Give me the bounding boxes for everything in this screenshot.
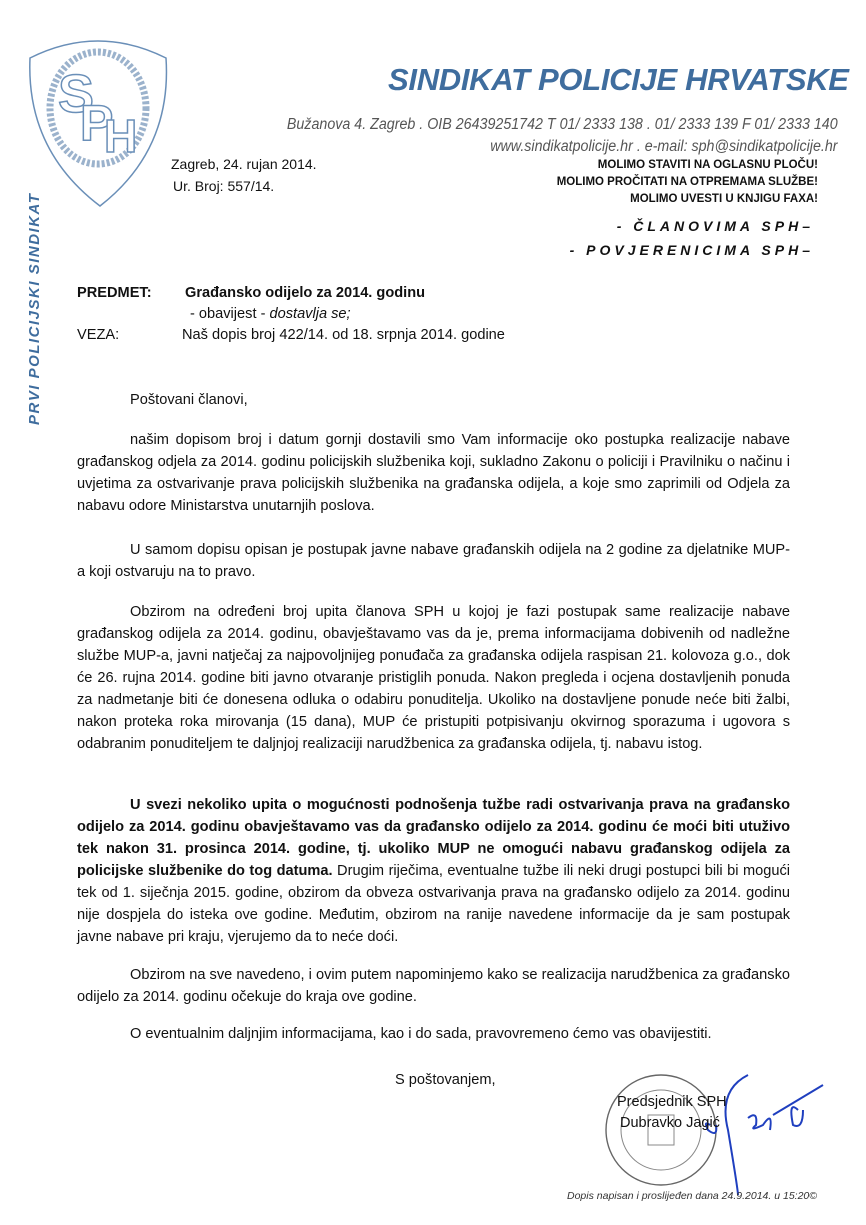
paragraph-4-rest: Drugim riječima, eventualne tužbe ili neki drugi postupci bili bi mogući tek od 1. siječnja 2015. godine, obzirom da obveza ostvarivanja prava na građansko odijelo za 2014. godinu nije dospjela do isteka ove godine. Međutim, obzirom na ranije navedene informacije da je sam postupak javne nabave pri kraju, vjerujemo da to neće doći.: [77, 863, 790, 945]
veza-label: VEZA:: [77, 327, 120, 343]
notice: MOLIMO PROČITATI NA OTPREMAMA SLUŽBE!: [556, 176, 818, 188]
salutation: Poštovani članovi,: [130, 392, 248, 408]
notice: MOLIMO UVESTI U KNJIGU FAXA!: [630, 193, 818, 205]
vertical-slogan: PRVI POLICIJSKI SINDIKAT: [26, 192, 43, 425]
notice-list: [557, 157, 818, 208]
signature-stamp-and-signature: [598, 1070, 828, 1200]
reference-number: Ur. Broj: 557/14.: [173, 178, 275, 194]
address-line: Bužanova 4. Zagreb . OIB 26439251742 T 01/ 2333 138 . 01/ 2333 139 F 01/ 2333 140: [287, 116, 838, 133]
predmet-text: Građansko odijelo za 2014. godinu: [185, 285, 426, 301]
predmet-sub-plain: - obavijest -: [190, 306, 270, 322]
veza-text: Naš dopis broj 422/14. od 18. srpnja 2014. godine: [182, 327, 505, 343]
paragraph-2: U samom dopisu opisan je postupak javne nabave građanskih odijela na 2 godine za djelatnike MUP-a koji ostvaruju na to pravo.: [77, 542, 790, 580]
svg-text:H: H: [104, 110, 138, 162]
paragraph-5: Obzirom na sve navedeno, i ovim putem napominjemo kako se realizacija narudžbenica za građansko odijelo za 2014. godinu očekuje do kraja ove godine.: [77, 967, 790, 1005]
paragraph-3: Obzirom na određeni broj upita članova SPH u kojoj je fazi postupak same realizacije nabave građanskog odijela za 2014. godinu, obavještavamo vas da je, prema informacijama dobivenih od nadležne službe MUP-a, javni natječaj za najpovoljnijeg ponuđača za građanska odijela raspisan 21. kolovoza g.o., dok će 26. rujna 2014. godine biti javno otvaranje pristiglih ponuda. Nakon pregleda i ocjena dostavljenih ponuda za nadmetanje biti će donesena odluka o odabiru ponuditelja. Ukoliko na dostavljene ponude neće biti žalbi, nakon proteka roka mirovanja (15 dana), MUP će pristupiti potpisivanju okvirnog sporazuma i ugovora s odabranim ponuditeljem te daljnjoj realizaciji narudžbenica za građanska odijela, tj. nabavu istog.: [77, 604, 790, 752]
recipient: - POVJERENICIMA SPH–: [569, 242, 814, 258]
paragraph-1: našim dopisom broj i datum gornji dostavili smo Vam informacije oko postupka realizacije nabave građanskog odjela za 2014. godinu policijskih službenika koji, sukladno Zakonu o policiji i Pravilniku o načinu i uvjetima za ostvarivanje prava policijskih službenika na građanska odijela, a koje smo zaprimili od Odjela za nabavu odore Ministarstva unutarnjih poslova.: [77, 432, 790, 514]
organization-name: SINDIKAT POLICIJE HRVATSKE: [388, 62, 849, 97]
paragraph-6: O eventualnim daljnjim informacijama, kao i do sada, pravovremeno ćemo vas obavijestiti.: [130, 1026, 712, 1042]
notice: MOLIMO STAVITI NA OGLASNU PLOČU!: [597, 159, 818, 171]
paragraph-4: [77, 794, 790, 948]
predmet-label: PREDMET:: [77, 285, 152, 301]
svg-text:S: S: [58, 64, 95, 124]
paragraph-4-bold: U svezi nekoliko upita o mogućnosti podnošenja tužbe radi ostvarivanja prava na građansko odijelo za 2014. godinu obavještavamo vas da građansko odijelo za 2014. godinu će moći biti utuživo tek nakon 31. prosinca 2014. godine, tj. ukoliko MUP ne omogući nabavu građanskog odijela za policijske službenike do tog datuma.: [77, 797, 790, 879]
footer-note: Dopis napisan i proslijeđen dana 24.9.2014. u 15:20©: [567, 1190, 818, 1202]
web-line: www.sindikatpolicije.hr . e-mail: sph@sindikatpolicije.hr: [490, 138, 838, 155]
closing: S poštovanjem,: [395, 1072, 496, 1088]
signatory-title: Predsjednik SPH: [617, 1094, 727, 1110]
predmet-sub-italic: dostavlja se;: [269, 306, 351, 322]
recipient: - ČLANOVIMA SPH–: [616, 218, 814, 234]
svg-text:P: P: [80, 95, 114, 151]
sph-logo: [22, 30, 174, 210]
signatory-name: Dubravko Jagić: [620, 1115, 720, 1131]
predmet-sub: [190, 306, 351, 322]
place-date: Zagreb, 24. rujan 2014.: [171, 156, 317, 172]
